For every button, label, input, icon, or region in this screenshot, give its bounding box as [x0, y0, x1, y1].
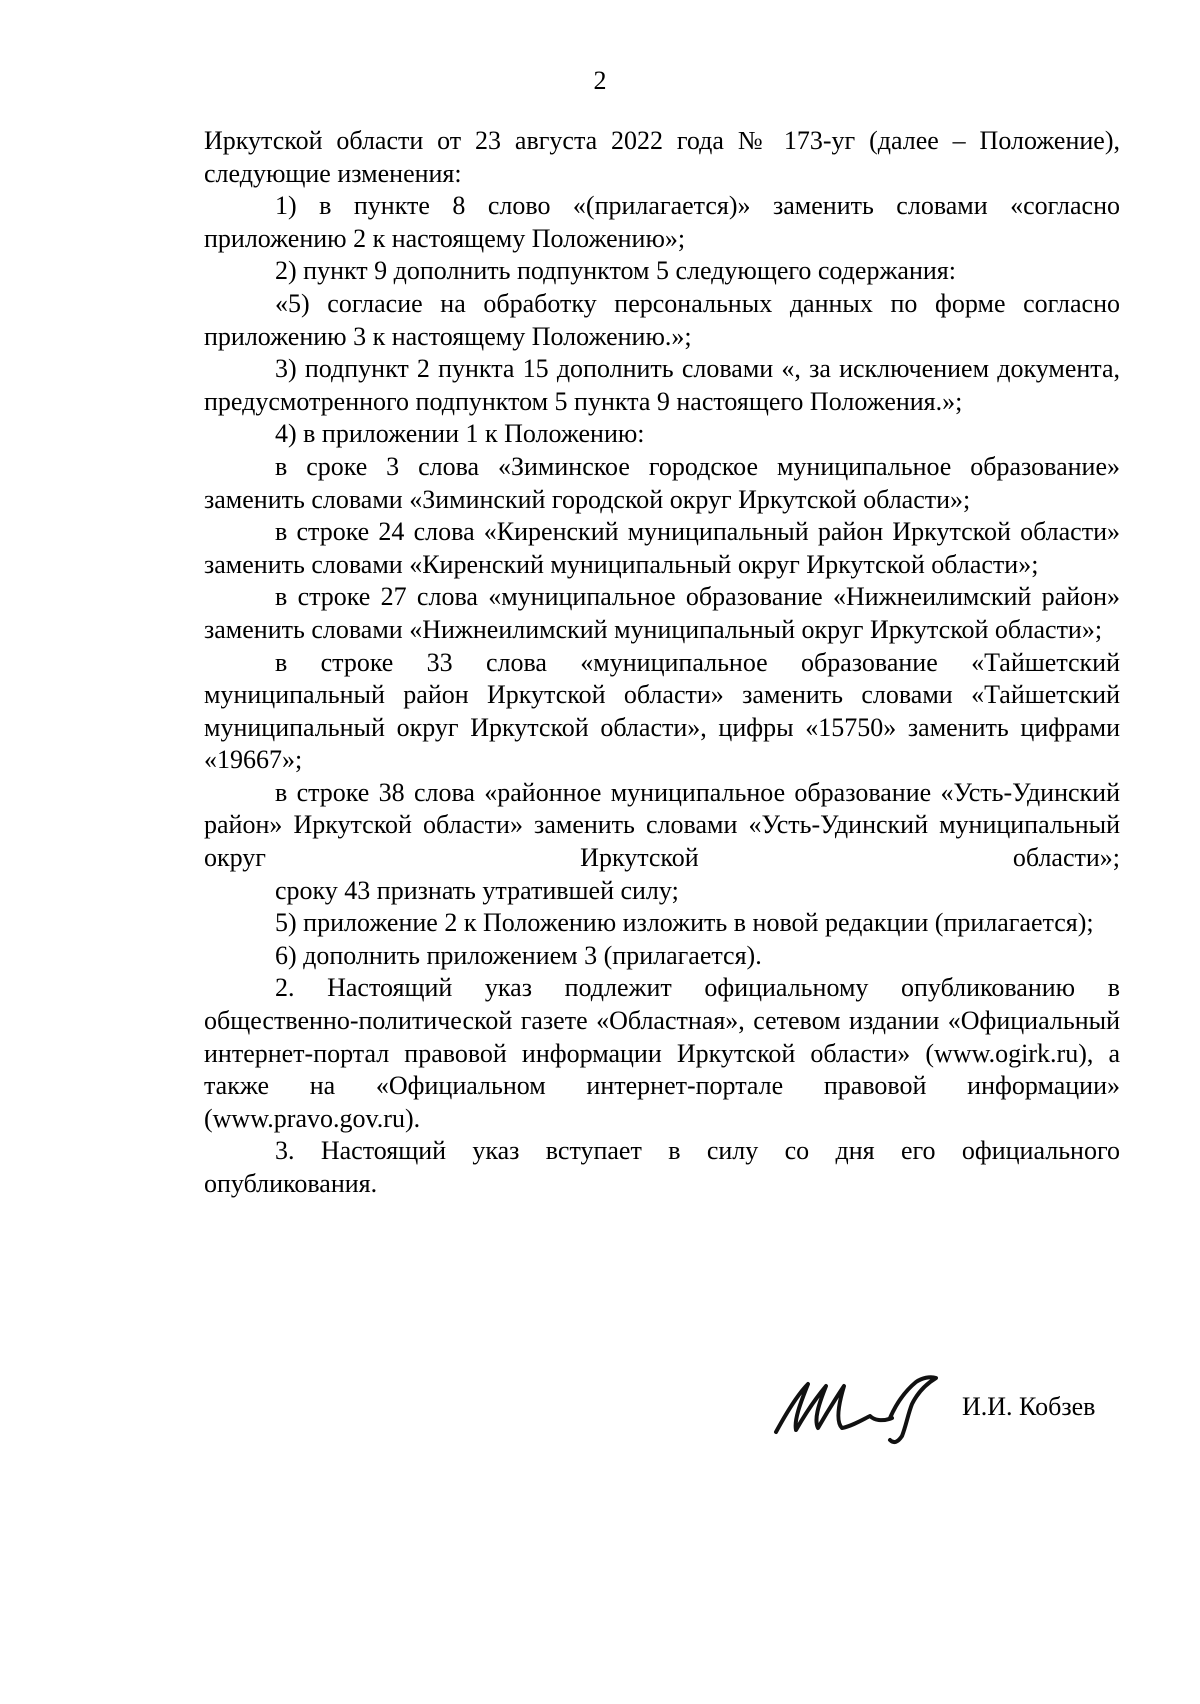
paragraph-item-5: 5) приложение 2 к Положению изложить в новой редакции (прилагается); [275, 908, 1094, 938]
paragraph-item-6: 6) дополнить приложением 3 (прилагается). [275, 940, 762, 970]
paragraph-row-27: в строке 27 слова «муниципальное образование «Нижнеилимский район» заменить словами «Нижнеилимский муниципальный округ Иркутской области»; [204, 582, 1120, 644]
paragraph-row-3: в сроке 3 слова «Зиминское городское муниципальное образование» заменить словами «Зиминский городской округ Иркутской области»; [204, 451, 1120, 514]
paragraph-item-1: 1) в пункте 8 слово «(прилагается)» заменить словами «согласно приложению 2 к настоящему Положению»; [204, 191, 1120, 253]
paragraph-row-43: сроку 43 признать утратившей силу; [275, 875, 679, 905]
paragraph-row-38: в строке 38 слова «районное муниципальное образование «Усть-Удинский район» Иркутской области» заменить словами «Усть-Удинский муниципальный округ Иркутской области»; [204, 777, 1120, 873]
handwritten-signature [770, 1370, 940, 1450]
paragraph-item-2: 2) пункт 9 дополнить подпунктом 5 следующего содержания: [275, 256, 956, 286]
paragraph-row-24: в строке 24 слова «Киренский муниципальный район Иркутской области» заменить словами «Киренский муниципальный округ Иркутской области»; [204, 517, 1120, 579]
paragraph-publication: 2. Настоящий указ подлежит официальному опубликованию в общественно-политической газете «Областная», сетевом издании «Официальный интернет-портал правовой информации Иркутской области» (www.ogirk.ru), а также на «Официальном интернет-портале правовой информации» (www.pravo.gov.ru). [204, 973, 1120, 1133]
signer-name: И.И. Кобзев [962, 1392, 1096, 1421]
paragraph-item-3: 3) подпункт 2 пункта 15 дополнить словами «, за исключением документа, предусмотренного подпунктом 5 пункта 9 настоящего Положения.»; [204, 354, 1120, 416]
page-number: 2 [593, 66, 607, 95]
paragraph-effective-date: 3. Настоящий указ вступает в силу со дня его официального опубликования. [204, 1136, 1120, 1198]
document-body [204, 125, 1120, 1201]
signature-block [770, 1370, 1120, 1450]
paragraph-item-2-text: «5) согласие на обработку персональных данных по форме согласно приложению 3 к настоящему Положению.»; [204, 288, 1120, 351]
paragraph-row-33: в строке 33 слова «муниципальное образование «Тайшетский муниципальный район Иркутской области» заменить словами «Тайшетский муниципальный округ Иркутской области», цифры «15750» заменить цифрами «19667»; [204, 647, 1120, 775]
paragraph-intro: Иркутской области от 23 августа 2022 года № 173-уг (далее – Положение), следующие изменения: [204, 126, 1120, 188]
paragraph-item-4: 4) в приложении 1 к Положению: [275, 419, 645, 449]
